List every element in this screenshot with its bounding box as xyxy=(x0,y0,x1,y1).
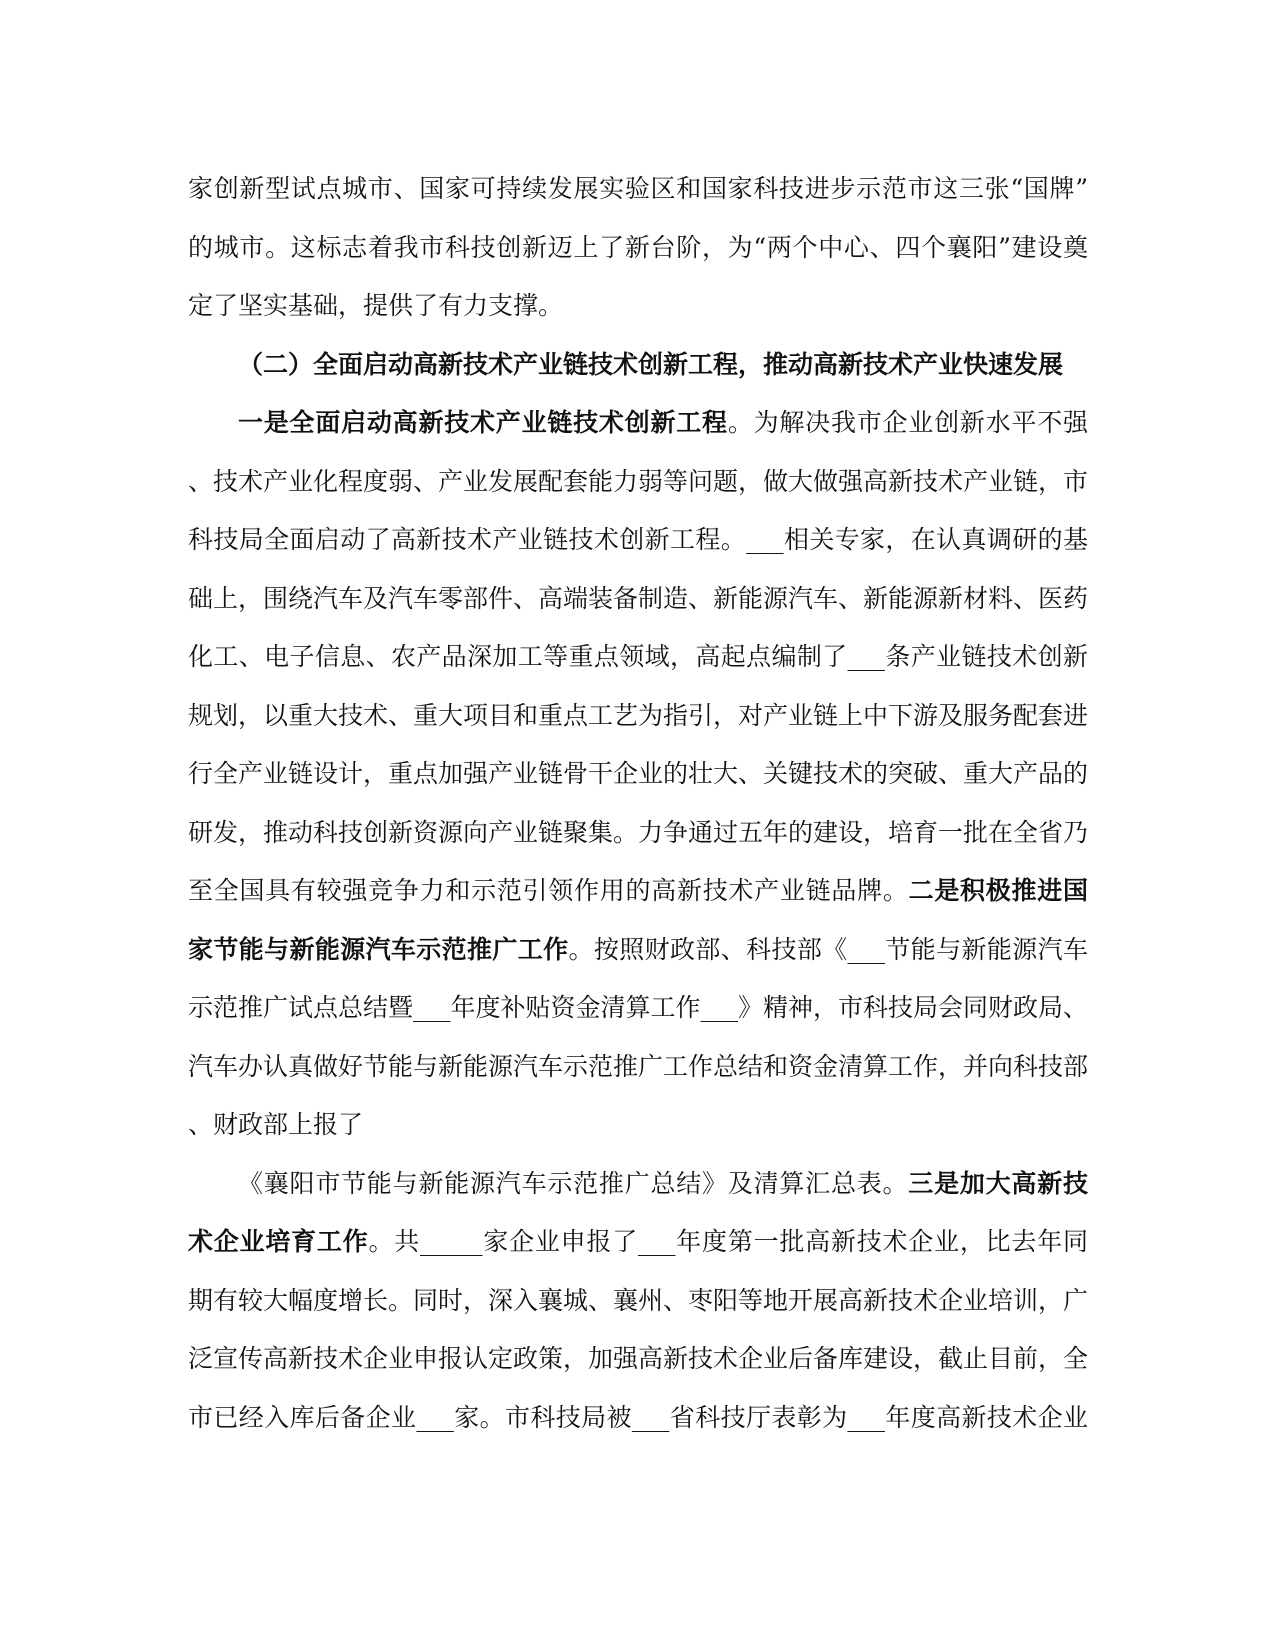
text-line xyxy=(188,570,1088,629)
body-text: 化工、电子信息、农产品深加工等重点领域，高起点编制了___条产业链技术创新 xyxy=(188,642,1088,671)
text-line xyxy=(188,628,1088,687)
body-text: 。为解决我市企业创新水平不强 xyxy=(727,408,1088,437)
text-line xyxy=(188,511,1088,570)
text-line xyxy=(188,219,1088,278)
text-line xyxy=(188,687,1088,746)
text-line xyxy=(188,1330,1088,1389)
text-line xyxy=(188,336,1088,395)
bold-text: 一是全面启动高新技术产业链技术创新工程 xyxy=(238,408,728,437)
body-text: 的城市。这标志着我市科技创新迈上了新台阶，为“两个中心、四个襄阳”建设奠 xyxy=(188,232,1088,262)
text-line xyxy=(188,979,1088,1038)
body-text: 。按照财政部、科技部《___节能与新能源汽车 xyxy=(568,934,1088,964)
body-text: 规划，以重大技术、重大项目和重点工艺为指引，对产业链上中下游及服务配套进 xyxy=(188,700,1089,730)
text-line xyxy=(188,453,1088,512)
text-line xyxy=(188,745,1088,804)
text-line xyxy=(188,394,1088,453)
bold-text: 术企业培育工作 xyxy=(188,1227,369,1256)
body-text: 示范推广试点总结暨___年度补贴资金清算工作___》精神，市科技局会同财政局、 xyxy=(188,993,1089,1022)
bold-text: 二是积极推进国 xyxy=(908,876,1088,905)
body-text: 期有较大幅度增长。同时，深入襄城、襄州、枣阳等地开展高新技术企业培训，广 xyxy=(188,1285,1089,1315)
bold-text: （二）全面启动高新技术产业链技术创新工程，推动高新技术产业快速发展 xyxy=(238,349,1064,379)
document-body xyxy=(188,160,1088,1447)
bold-text: 三是加大高新技 xyxy=(908,1168,1088,1198)
body-text: 《襄阳市节能与新能源汽车示范推广总结》及清算汇总表。 xyxy=(238,1168,909,1198)
body-text: 汽车办认真做好节能与新能源汽车示范推广工作总结和资金清算工作，并向科技部 xyxy=(188,1051,1089,1081)
text-line xyxy=(188,1096,1088,1155)
body-text: 市已经入库后备企业___家。市科技局被___省科技厅表彰为___年度高新技术企业 xyxy=(188,1402,1088,1432)
text-line xyxy=(188,921,1088,980)
body-text: 至全国具有较强竞争力和示范引领作用的高新技术产业链品牌。 xyxy=(188,876,909,905)
text-line xyxy=(188,1038,1088,1097)
text-line xyxy=(188,160,1088,219)
text-line xyxy=(188,1155,1088,1214)
body-text: 研发，推动科技创新资源向产业链聚集。力争通过五年的建设，培育一批在全省乃 xyxy=(188,817,1089,847)
body-text: 础上，围绕汽车及汽车零部件、高端装备制造、新能源汽车、新能源新材料、医药 xyxy=(188,583,1089,613)
text-line xyxy=(188,277,1088,336)
text-line xyxy=(188,804,1088,863)
text-line xyxy=(188,1272,1088,1331)
text-line xyxy=(188,862,1088,921)
body-text: 家创新型试点城市、国家可持续发展实验区和国家科技进步示范市这三张“国牌” xyxy=(188,174,1088,203)
body-text: 。共_____家企业申报了___年度第一批高新技术企业，比去年同 xyxy=(368,1227,1088,1256)
body-text: 科技局全面启动了高新技术产业链技术创新工程。___相关专家，在认真调研的基 xyxy=(188,525,1088,554)
body-text: 、财政部上报了 xyxy=(188,1110,364,1139)
body-text: 、技术产业化程度弱、产业发展配套能力弱等问题，做大做强高新技术产业链，市 xyxy=(188,466,1089,496)
text-line xyxy=(188,1389,1088,1448)
body-text: 行全产业链设计，重点加强产业链骨干企业的壮大、关键技术的突破、重大产品的 xyxy=(188,759,1089,788)
body-text: 泛宣传高新技术企业申报认定政策，加强高新技术企业后备库建设，截止目前，全 xyxy=(188,1344,1089,1373)
bold-text: 家节能与新能源汽车示范推广工作 xyxy=(188,934,569,964)
body-text: 定了坚实基础，提供了有力支撑。 xyxy=(188,291,564,320)
text-line xyxy=(188,1213,1088,1272)
